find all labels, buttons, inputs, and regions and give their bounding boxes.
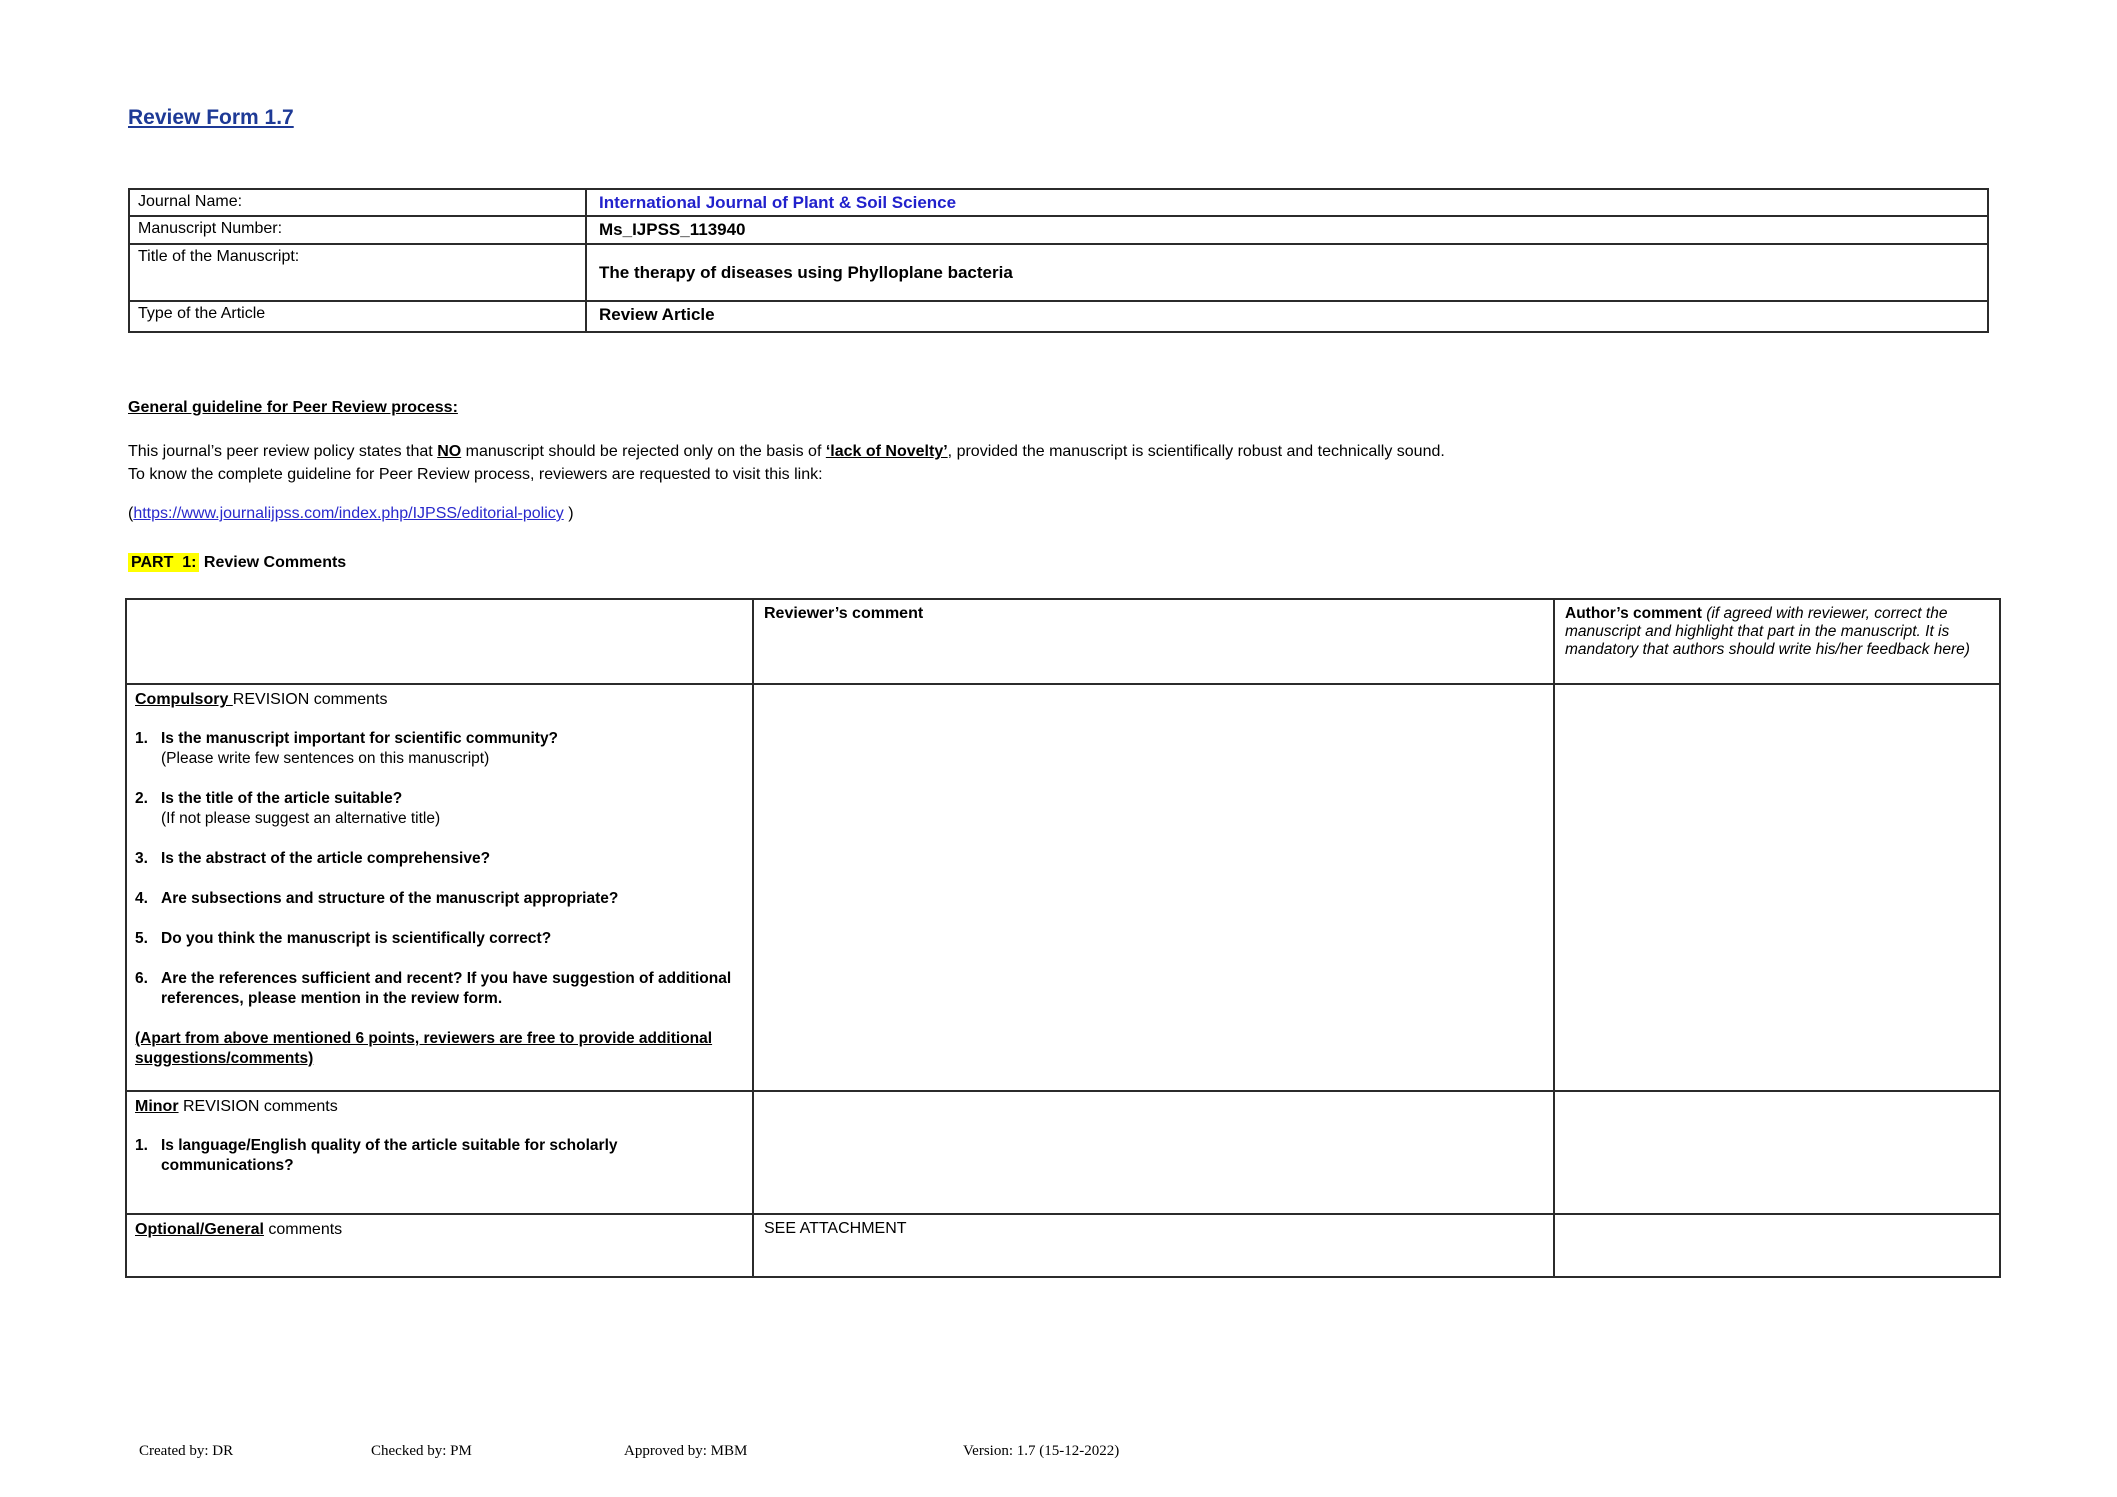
info-row-article-type (129, 301, 1988, 332)
journal-name-value: International Journal of Plant & Soil Science (586, 189, 1988, 216)
reviewer-comment-header: Reviewer’s comment (753, 599, 1554, 684)
minor-revision-row (126, 1091, 2000, 1214)
footer-created-by: Created by: DR (139, 1443, 234, 1459)
optional-heading-cell (126, 1214, 753, 1277)
manuscript-title-label: Title of the Manuscript: (129, 244, 586, 301)
info-row-manuscript-number (129, 216, 1988, 244)
part1-heading: PART 1: Review Comments (128, 554, 346, 572)
compulsory-section-heading: Compulsory REVISION comments (135, 691, 388, 708)
info-row-journal-name (129, 189, 1988, 216)
manuscript-title-value: The therapy of diseases using Phylloplane bacteria (586, 244, 1988, 301)
compulsory-question-4: 4. Are subsections and structure of the manuscript appropriate? (135, 890, 619, 907)
article-type-value: Review Article (586, 301, 1988, 332)
minor-author-comment-cell[interactable] (1554, 1091, 2000, 1214)
compulsory-reviewer-comment-cell[interactable] (753, 684, 1554, 1091)
footer-version: Version: 1.7 (15-12-2022) (963, 1443, 1120, 1459)
minor-questions-cell (126, 1091, 753, 1214)
compulsory-questions-cell (126, 684, 753, 1091)
compulsory-revision-row (126, 684, 2000, 1091)
editorial-policy-link[interactable]: https://www.journalijpss.com/index.php/IJPSS/editorial-policy (133, 505, 564, 522)
compulsory-author-comment-cell[interactable] (1554, 684, 2000, 1091)
compulsory-footnote: (Apart from above mentioned 6 points, reviewers are free to provide additional suggestions/comments) (135, 1030, 713, 1067)
minor-reviewer-comment-cell[interactable] (753, 1091, 1554, 1214)
no-emphasis: NO (437, 443, 462, 460)
optional-general-row (126, 1214, 2000, 1277)
guideline-line-2: To know the complete guideline for Peer Review process, reviewers are requested to visit this link: (128, 466, 823, 483)
journal-name-label: Journal Name: (129, 189, 586, 216)
article-type-label: Type of the Article (129, 301, 586, 332)
manuscript-info-table (128, 188, 1989, 333)
footer-checked-by: Checked by: PM (371, 1443, 472, 1459)
editorial-policy-link-line: (https://www.journalijpss.com/index.php/IJPSS/editorial-policy ) (128, 505, 574, 522)
author-comment-header: Author’s comment (if agreed with reviewer, correct the manuscript and highlight that part in the manuscript. It is mandatory that authors should write his/her feedback here) (1554, 599, 2000, 684)
minor-section-heading: Minor REVISION comments (135, 1098, 338, 1115)
compulsory-question-1: 1. Is the manuscript important for scientific community? (Please write few sentences on this manuscript) (135, 730, 559, 767)
compulsory-question-5: 5. Do you think the manuscript is scientifically correct? (135, 930, 552, 947)
compulsory-question-2: 2. Is the title of the article suitable? (If not please suggest an alternative title) (135, 790, 441, 827)
guideline-heading: General guideline for Peer Review process: (128, 399, 458, 416)
optional-section-heading: Optional/General comments (135, 1221, 343, 1238)
guideline-paragraph (128, 440, 2048, 486)
part1-highlight: PART 1: (128, 553, 199, 572)
info-row-manuscript-title (129, 244, 1988, 301)
header-empty-cell (126, 599, 753, 684)
document-title: Review Form 1.7 (128, 106, 294, 129)
optional-reviewer-comment-cell[interactable]: SEE ATTACHMENT (753, 1214, 1554, 1277)
compulsory-question-3: 3. Is the abstract of the article comprehensive? (135, 850, 491, 867)
guideline-line-1: This journal’s peer review policy states that NO manuscript should be rejected only on the basis of ‘lack of Novelty’, provided the manuscript is scientifically robust and technically sound. (128, 443, 1445, 460)
footer-approved-by: Approved by: MBM (624, 1443, 748, 1459)
lack-of-novelty-emphasis: ‘lack of Novelty’ (825, 443, 948, 460)
optional-author-comment-cell[interactable] (1554, 1214, 2000, 1277)
compulsory-question-6: 6. Are the references sufficient and recent? If you have suggestion of additional references, please mention in the review form. (135, 970, 732, 1007)
review-comments-table (125, 598, 2001, 1278)
minor-question-1: 1. Is language/English quality of the article suitable for scholarly communications? (135, 1137, 618, 1174)
manuscript-number-value: Ms_IJPSS_113940 (586, 216, 1988, 244)
review-table-header-row (126, 599, 2000, 684)
manuscript-number-label: Manuscript Number: (129, 216, 586, 244)
